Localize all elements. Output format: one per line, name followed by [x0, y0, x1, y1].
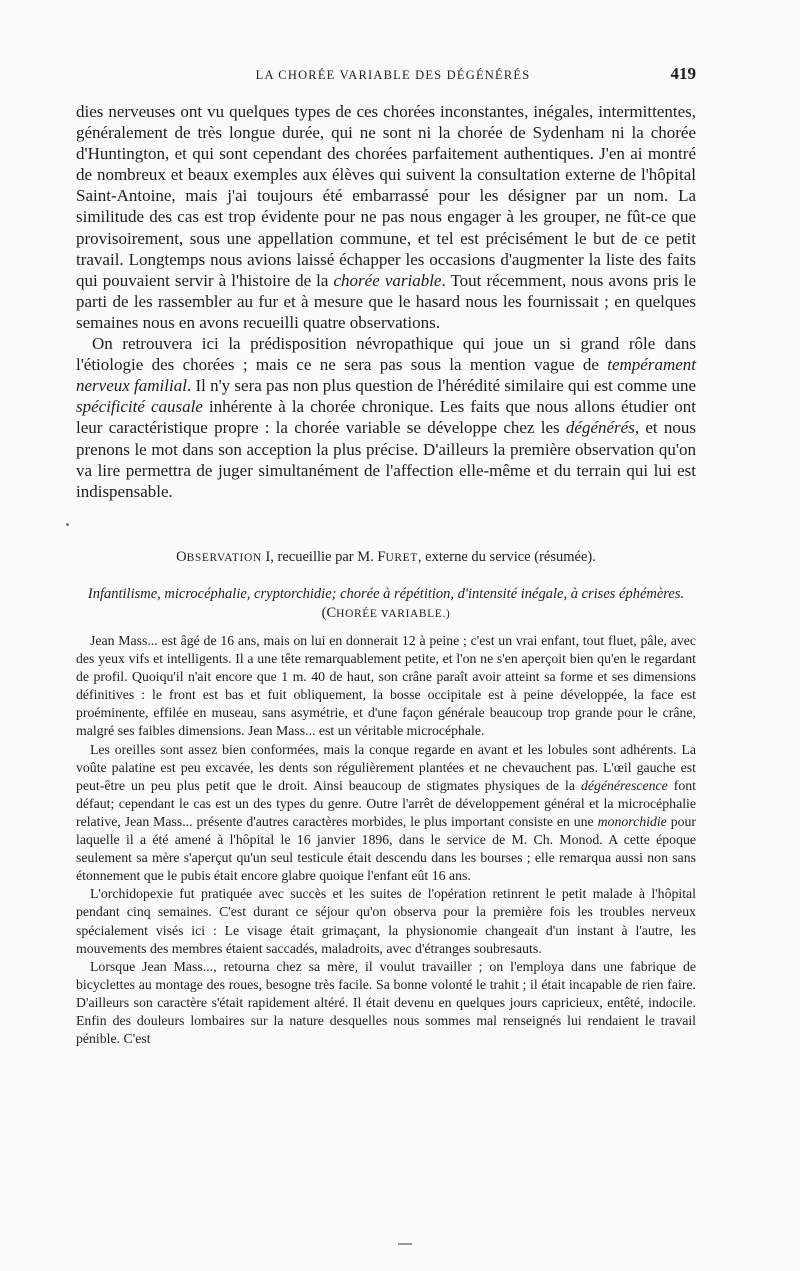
margin-mark — [66, 523, 69, 526]
observation-label: OBSERVATION I — [176, 549, 271, 565]
observation-subtitle: Infantilisme, microcéphalie, cryptorchidie; chorée à répétition, d'intensité inégale, à crises éphémères. (CHORÉE vARIABLE.) — [87, 586, 685, 621]
emphasis: dégénérés — [565, 418, 635, 438]
emphasis: dégénérescence — [580, 777, 668, 793]
case-paragraph-1: Jean Mass... est âgé de 16 ans, mais on lui en donnerait 12 à peine ; c'est un vrai enfant, tout fluet, pâle, avec des yeux vifs et intelligents. Il a une tête remarquablement petite, et l'on ne s'en aperçoit bien qu'en le regardant de profil. Quoiqu'il n'ait encore que 1 m. 40 de haut, son crâne paraît avoir atteint sa forme et ses dimensions définitives : le front est bas et fuit obliquement, la bosse occipitale est à peine développée, la face est proéminente, effilée en museau, sans asymétrie, et d'une façon générale beaucoup trop grande pour le crâne, malgré ses faibles dimensions. Jean Mass... est un véritable microcéphale. — [76, 633, 696, 739]
running-title: LA CHORÉE VARIABLE DES DÉGÉNÉRÉS — [255, 68, 531, 82]
footer-mark — [398, 1243, 412, 1245]
emphasis: chorée variable — [333, 270, 442, 290]
main-paragraph-2: On retrouvera ici la prédisposition névropathique qui joue un si grand rôle dans l'étiologie des chorées ; mais ce ne sera pas sous la mention vague de tempérament nerveux familial. Il n'y sera pas non plus question de l'hérédité similaire qui est comme une spécificité causale inhérente à la chorée chronique. Les faits que nous allons étudier ont leur caractéristique propre : la chorée variable se développe chez les dégénérés, et nous prenons le mot dans son acception la plus précise. D'ailleurs la première observation qu'on va lire permettra de juger simultanément de l'affection elle-même et du terrain qui lui est indispensable. — [76, 334, 696, 501]
case-text — [76, 632, 696, 1048]
main-text — [76, 101, 696, 502]
emphasis: tempérament nerveux familial — [76, 355, 696, 396]
main-paragraph-1: dies nerveuses ont vu quelques types de ces chorées inconstantes, inégales, intermittentes, généralement de très longue durée, qui ne sont ni la chorée de Sydenham ni la chorée d'Huntington, et qui sont cependant des chorées parfaitement authentiques. J'en ai montré de nombreux et beaux exemples aux élèves qui suivent la consultation externe de l'hôpital Saint-Antoine, mais j'ai toujours été embarrassé pour les désigner par un nom. La similitude des cas est trop évidente pour ne pas nous engager à les grouper, ne fût-ce que provisoirement, sous une appellation commune, et tel est précisément le but de ce petit travail. Longtemps nous avions laissé échapper les occasions d'augmenter la liste des faits qui pouvaient servir à l'histoire de la chorée variable. Tout récemment, nous avons pris le parti de les rassembler au fur et à mesure que le hasard nous les fournissait ; en quelques semaines nous en avons recueilli quatre observations. — [76, 102, 697, 332]
case-paragraph-3: L'orchidopexie fut pratiquée avec succès et les suites de l'opération retinrent le petit malade à l'hôpital pendant cinq semaines. C'est durant ce séjour qu'on observa pour la première fois les troubles nerveux spécialement visés ici : Le visage était grimaçant, la physionomie changeait d'un instant à l'autre, les mouvements des membres étaient saccadés, maladroits, avec d'étranges soubresauts. — [76, 886, 696, 956]
observation-author: FURET — [377, 549, 418, 565]
observation-tag: (CHORÉE vARIABLE.) — [321, 605, 451, 621]
observation-title: OBSERVATION I, recueillie par M. FURET, externe du service (résumée). — [176, 549, 596, 565]
running-header — [76, 64, 696, 88]
case-paragraph-4: Lorsque Jean Mass..., retourna chez sa mère, il voulut travailler ; on l'employa dans une fabrique de bicyclettes au montage des roues, besogne très facile. Sa bonne volonté le trahit ; il était incapable de rien faire. D'ailleurs son caractère s'était rapidement altéré. Il était devenu en quelques jours capricieux, entêté, indocile. Enfin des douleurs lombaires sur la nature desquelles nous sommes mal renseignés lui rendaient le travail pénible. C'est — [76, 958, 696, 1047]
page-number: 419 — [670, 64, 696, 83]
emphasis: monorchidie — [597, 813, 667, 829]
emphasis: spécificité causale — [76, 397, 203, 417]
case-paragraph-2: Les oreilles sont assez bien conformées, mais la conque regarde en avant et les lobules sont adhérents. La voûte palatine est peu excavée, les dents son régulièrement plantées et ne chevauchent pas. L'œil gauche est peut-être un peu plus petit que le droit. Ainsi beaucoup de stigmates physiques de la dégénérescence font défaut; cependant le cas est un des types du genre. Outre l'arrêt de développement général et la microcéphalie relative, Jean Mass... présente d'autres caractères morbides, le plus important consiste en une monorchidie pour laquelle il a été amené à l'hôpital le 16 janvier 1896, dans le service de M. Ch. Monod. A cette époque seulement sa mère s'aperçut qu'un seul testicule était descendu dans les bourses ; elle remarqua aussi non sans étonnement que le pubis était encore glabre quoique l'enfant eût 16 ans. — [76, 741, 696, 884]
